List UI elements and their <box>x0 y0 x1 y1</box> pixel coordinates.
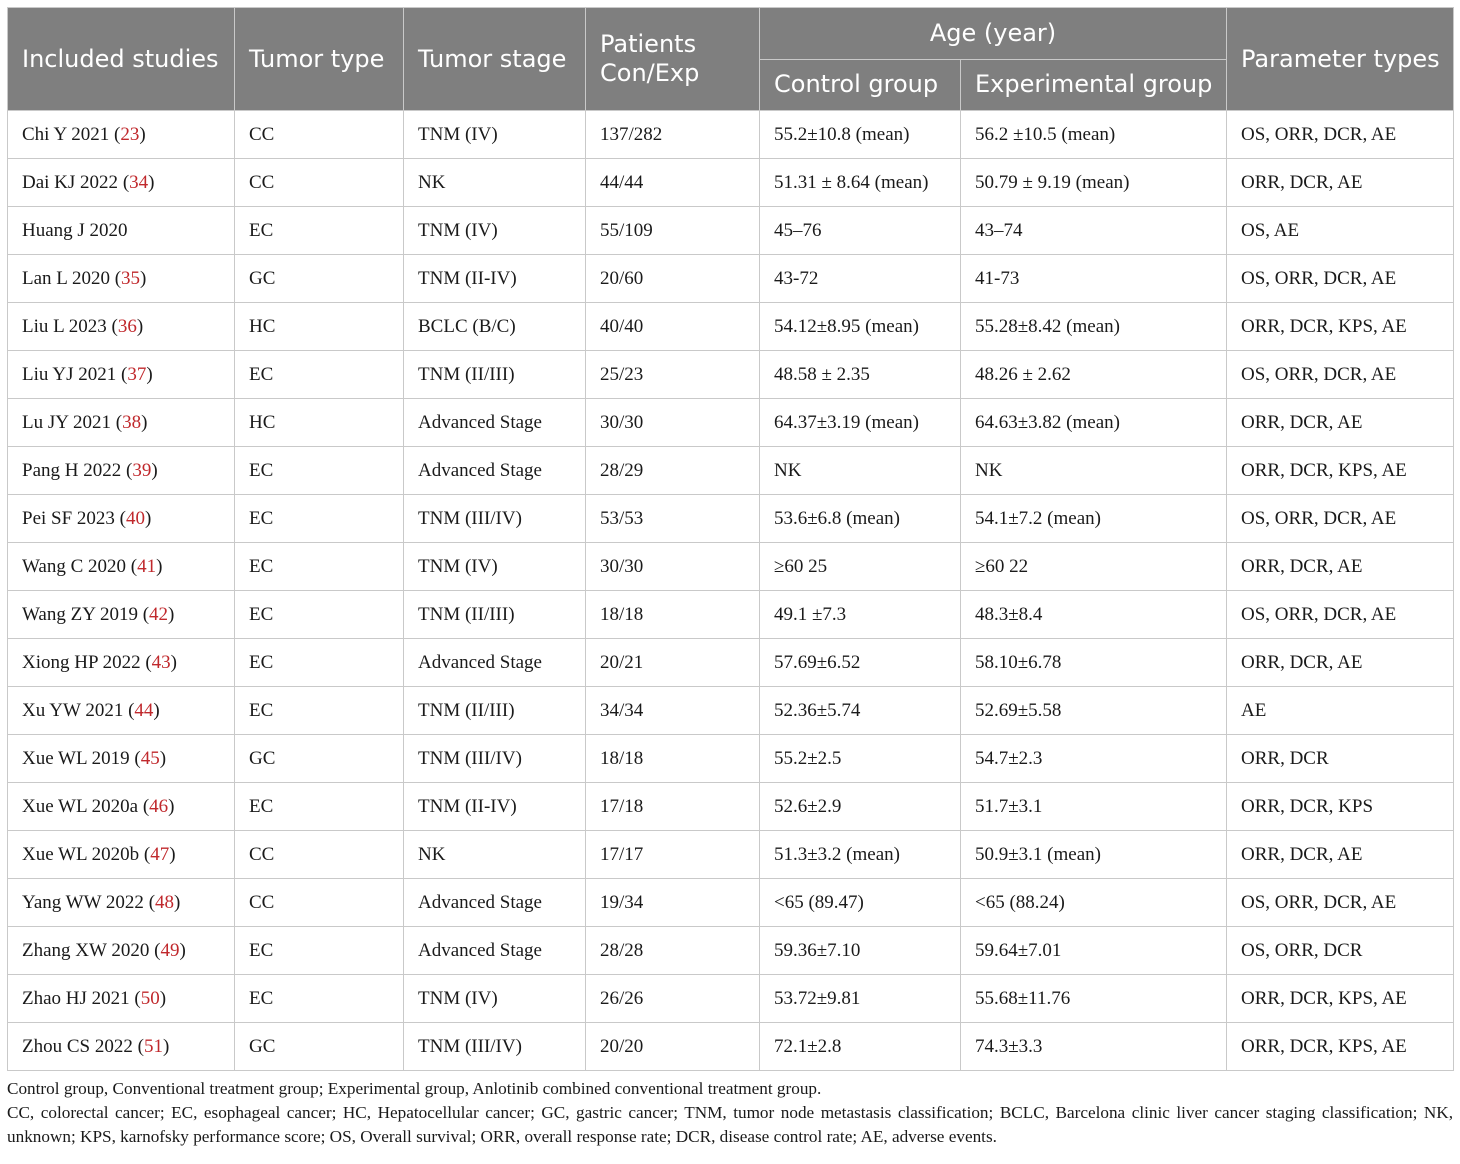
cell-study: Pei SF 2023 (40) <box>8 495 235 543</box>
cell-control-age: 52.36±5.74 <box>760 687 961 735</box>
study-name: Lan L 2020 <box>22 267 110 289</box>
header-experimental-group: Experimental group <box>961 59 1227 111</box>
cell-study <box>8 207 235 255</box>
table-row <box>8 735 1454 783</box>
table-row <box>8 639 1454 687</box>
table-row <box>8 447 1454 495</box>
reference-link[interactable]: 35 <box>121 267 141 289</box>
cell-experimental-age: 43–74 <box>961 207 1227 255</box>
cell-parameter-types: OS, ORR, DCR <box>1227 927 1454 975</box>
reference-link[interactable]: 49 <box>160 939 180 961</box>
cell-control-age: 45–76 <box>760 207 961 255</box>
cell-experimental-age: 50.9±3.1 (mean) <box>961 831 1227 879</box>
cell-study: Xue WL 2020a (46) <box>8 783 235 831</box>
header-parameter-types: Parameter types <box>1227 8 1454 111</box>
table-row <box>8 543 1454 591</box>
cell-control-age: 55.2±2.5 <box>760 735 961 783</box>
cell-parameter-types: ORR, DCR, AE <box>1227 399 1454 447</box>
table-row <box>8 351 1454 399</box>
cell-tumor-stage: Advanced Stage <box>404 879 586 927</box>
reference-link[interactable]: 42 <box>149 603 169 625</box>
cell-experimental-age: 41-73 <box>961 255 1227 303</box>
study-name: Lu JY 2021 <box>22 411 112 433</box>
cell-experimental-age: 64.63±3.82 (mean) <box>961 399 1227 447</box>
header-patients: Patients Con/Exp <box>586 8 760 111</box>
table-row <box>8 495 1454 543</box>
cell-tumor-stage: TNM (IV) <box>404 975 586 1023</box>
header-tumor-stage: Tumor stage <box>404 8 586 111</box>
study-name: Wang ZY 2019 <box>22 603 138 625</box>
reference-link[interactable]: 40 <box>126 507 145 529</box>
cell-experimental-age: 50.79 ± 9.19 (mean) <box>961 159 1227 207</box>
cell-tumor-type: EC <box>235 687 404 735</box>
cell-tumor-stage: Advanced Stage <box>404 447 586 495</box>
reference-link[interactable]: 38 <box>122 411 142 433</box>
cell-parameter-types: OS, AE <box>1227 207 1454 255</box>
reference-link[interactable]: 36 <box>117 315 137 337</box>
header-tumor-type: Tumor type <box>235 8 404 111</box>
cell-tumor-stage: TNM (III/IV) <box>404 495 586 543</box>
cell-study: Xu YW 2021 (44) <box>8 687 235 735</box>
cell-control-age: ≥60 25 <box>760 543 961 591</box>
cell-tumor-type: HC <box>235 399 404 447</box>
reference-link[interactable]: 39 <box>132 459 152 481</box>
cell-study: Zhang XW 2020 (49) <box>8 927 235 975</box>
cell-parameter-types: ORR, DCR, AE <box>1227 543 1454 591</box>
cell-tumor-stage: TNM (III/IV) <box>404 1023 586 1071</box>
cell-tumor-stage: NK <box>404 831 586 879</box>
cell-tumor-type: EC <box>235 639 404 687</box>
reference-link[interactable]: 44 <box>134 699 154 721</box>
reference-link[interactable]: 46 <box>149 795 169 817</box>
study-name: Pang H 2022 <box>22 459 122 481</box>
cell-parameter-types: OS, ORR, DCR, AE <box>1227 591 1454 639</box>
cell-study: Xue WL 2019 (45) <box>8 735 235 783</box>
table-row <box>8 927 1454 975</box>
cell-control-age: 57.69±6.52 <box>760 639 961 687</box>
cell-patients: 137/282 <box>586 111 760 159</box>
cell-parameter-types: ORR, DCR, KPS, AE <box>1227 447 1454 495</box>
cell-experimental-age: ≥60 22 <box>961 543 1227 591</box>
cell-patients: 18/18 <box>586 591 760 639</box>
table-row <box>8 783 1454 831</box>
reference-link[interactable]: 41 <box>137 555 157 577</box>
table-row <box>8 975 1454 1023</box>
cell-experimental-age: 74.3±3.3 <box>961 1023 1227 1071</box>
table-row <box>8 1023 1454 1071</box>
table-row <box>8 159 1454 207</box>
cell-tumor-type: EC <box>235 783 404 831</box>
study-name: Wang C 2020 <box>22 555 127 577</box>
cell-control-age: 54.12±8.95 (mean) <box>760 303 961 351</box>
cell-tumor-stage: TNM (II/III) <box>404 591 586 639</box>
cell-experimental-age: 52.69±5.58 <box>961 687 1227 735</box>
cell-patients: 26/26 <box>586 975 760 1023</box>
cell-experimental-age: NK <box>961 447 1227 495</box>
cell-study: Lan L 2020 (35) <box>8 255 235 303</box>
cell-patients: 17/18 <box>586 783 760 831</box>
cell-patients: 28/29 <box>586 447 760 495</box>
table-row <box>8 207 1454 255</box>
header-age: Age (year) <box>760 8 1227 60</box>
study-name: Xu YW 2021 <box>22 699 124 721</box>
reference-link[interactable]: 51 <box>143 1035 163 1057</box>
cell-tumor-type: CC <box>235 879 404 927</box>
cell-patients: 55/109 <box>586 207 760 255</box>
cell-study: Pang H 2022 (39) <box>8 447 235 495</box>
cell-tumor-type: EC <box>235 351 404 399</box>
footnote-abbreviations: CC, colorectal cancer; EC, esophageal cancer; HC, Hepatocellular cancer; GC, gastric cancer; TNM, tumor node metastasis classification; BCLC, Barcelona clinic liver cancer staging classification; NK, unknown; KPS, karnofsky performance score; OS, Overall survival; ORR, overall response rate; DCR, disease control rate; AE, adverse events. <box>7 1103 1453 1146</box>
cell-study: Xue WL 2020b (47) <box>8 831 235 879</box>
cell-experimental-age: 48.26 ± 2.62 <box>961 351 1227 399</box>
cell-patients: 53/53 <box>586 495 760 543</box>
cell-parameter-types: OS, ORR, DCR, AE <box>1227 879 1454 927</box>
study-name: Xue WL 2019 <box>22 747 130 769</box>
cell-experimental-age: 48.3±8.4 <box>961 591 1227 639</box>
study-name: Xiong HP 2022 <box>22 651 141 673</box>
cell-control-age: 53.6±6.8 (mean) <box>760 495 961 543</box>
cell-experimental-age: 54.7±2.3 <box>961 735 1227 783</box>
cell-tumor-type: HC <box>235 303 404 351</box>
header-control-group: Control group <box>760 59 961 111</box>
cell-tumor-stage: TNM (II/III) <box>404 351 586 399</box>
reference-link[interactable]: 45 <box>140 747 160 769</box>
cell-study: Zhao HJ 2021 (50) <box>8 975 235 1023</box>
table-row <box>8 399 1454 447</box>
cell-experimental-age: 58.10±6.78 <box>961 639 1227 687</box>
cell-control-age: 59.36±7.10 <box>760 927 961 975</box>
cell-parameter-types: OS, ORR, DCR, AE <box>1227 255 1454 303</box>
cell-tumor-stage: Advanced Stage <box>404 639 586 687</box>
cell-control-age: 52.6±2.9 <box>760 783 961 831</box>
cell-tumor-stage: TNM (III/IV) <box>404 735 586 783</box>
cell-patients: 20/20 <box>586 1023 760 1071</box>
cell-patients: 44/44 <box>586 159 760 207</box>
cell-study: Xiong HP 2022 (43) <box>8 639 235 687</box>
table-container <box>7 7 1453 1149</box>
cell-experimental-age: 56.2 ±10.5 (mean) <box>961 111 1227 159</box>
cell-control-age: 51.31 ± 8.64 (mean) <box>760 159 961 207</box>
cell-tumor-type: CC <box>235 159 404 207</box>
cell-parameter-types: OS, ORR, DCR, AE <box>1227 495 1454 543</box>
cell-tumor-stage: TNM (II-IV) <box>404 783 586 831</box>
cell-experimental-age: 55.28±8.42 (mean) <box>961 303 1227 351</box>
table-row <box>8 687 1454 735</box>
table-row <box>8 111 1454 159</box>
cell-parameter-types: AE <box>1227 687 1454 735</box>
cell-control-age: <65 (89.47) <box>760 879 961 927</box>
cell-tumor-stage: TNM (IV) <box>404 543 586 591</box>
cell-parameter-types: ORR, DCR, KPS, AE <box>1227 1023 1454 1071</box>
table-row <box>8 879 1454 927</box>
cell-control-age: 48.58 ± 2.35 <box>760 351 961 399</box>
cell-study: Yang WW 2022 (48) <box>8 879 235 927</box>
cell-tumor-type: EC <box>235 591 404 639</box>
table-row <box>8 303 1454 351</box>
study-name: Dai KJ 2022 <box>22 171 119 193</box>
cell-control-age: 51.3±3.2 (mean) <box>760 831 961 879</box>
cell-control-age: 64.37±3.19 (mean) <box>760 399 961 447</box>
cell-study: Lu JY 2021 (38) <box>8 399 235 447</box>
study-name: Liu L 2023 <box>22 315 107 337</box>
cell-tumor-type: GC <box>235 1023 404 1071</box>
cell-patients: 28/28 <box>586 927 760 975</box>
cell-patients: 30/30 <box>586 399 760 447</box>
cell-tumor-type: EC <box>235 447 404 495</box>
reference-link[interactable]: 48 <box>155 891 175 913</box>
cell-parameter-types: ORR, DCR, AE <box>1227 831 1454 879</box>
cell-patients: 30/30 <box>586 543 760 591</box>
cell-tumor-type: EC <box>235 543 404 591</box>
cell-experimental-age: <65 (88.24) <box>961 879 1227 927</box>
table-row <box>8 591 1454 639</box>
cell-control-age: 72.1±2.8 <box>760 1023 961 1071</box>
cell-tumor-stage: TNM (IV) <box>404 207 586 255</box>
cell-experimental-age: 55.68±11.76 <box>961 975 1227 1023</box>
reference-link[interactable]: 34 <box>129 171 149 193</box>
studies-table <box>7 7 1454 1071</box>
cell-tumor-stage: Advanced Stage <box>404 927 586 975</box>
cell-tumor-type: CC <box>235 111 404 159</box>
cell-tumor-type: EC <box>235 495 404 543</box>
cell-experimental-age: 51.7±3.1 <box>961 783 1227 831</box>
study-name: Zhang XW 2020 <box>22 939 150 961</box>
cell-tumor-type: EC <box>235 207 404 255</box>
cell-parameter-types: ORR, DCR <box>1227 735 1454 783</box>
cell-patients: 34/34 <box>586 687 760 735</box>
study-name: Zhou CS 2022 <box>22 1035 133 1057</box>
table-row <box>8 255 1454 303</box>
cell-tumor-type: GC <box>235 735 404 783</box>
study-name: Chi Y 2021 <box>22 123 110 145</box>
cell-study: Dai KJ 2022 (34) <box>8 159 235 207</box>
cell-tumor-stage: TNM (II/III) <box>404 687 586 735</box>
cell-parameter-types: OS, ORR, DCR, AE <box>1227 351 1454 399</box>
cell-control-age: 53.72±9.81 <box>760 975 961 1023</box>
cell-study: Liu YJ 2021 (37) <box>8 351 235 399</box>
cell-patients: 20/21 <box>586 639 760 687</box>
cell-parameter-types: ORR, DCR, AE <box>1227 159 1454 207</box>
cell-patients: 18/18 <box>586 735 760 783</box>
table-row <box>8 831 1454 879</box>
cell-parameter-types: OS, ORR, DCR, AE <box>1227 111 1454 159</box>
reference-link[interactable]: 47 <box>150 843 170 865</box>
study-name: Huang J 2020 <box>22 219 128 241</box>
cell-control-age: 49.1 ±7.3 <box>760 591 961 639</box>
cell-parameter-types: ORR, DCR, AE <box>1227 639 1454 687</box>
cell-study: Liu L 2023 (36) <box>8 303 235 351</box>
table-header <box>8 8 1454 111</box>
study-name: Yang WW 2022 <box>22 891 144 913</box>
cell-experimental-age: 54.1±7.2 (mean) <box>961 495 1227 543</box>
cell-experimental-age: 59.64±7.01 <box>961 927 1227 975</box>
table-body <box>8 111 1454 1071</box>
cell-tumor-stage: TNM (II-IV) <box>404 255 586 303</box>
cell-parameter-types: ORR, DCR, KPS <box>1227 783 1454 831</box>
cell-patients: 17/17 <box>586 831 760 879</box>
study-name: Liu YJ 2021 <box>22 363 117 385</box>
reference-link[interactable]: 43 <box>151 651 171 673</box>
study-name: Xue WL 2020a <box>22 795 139 817</box>
cell-study: Zhou CS 2022 (51) <box>8 1023 235 1071</box>
cell-parameter-types: ORR, DCR, KPS, AE <box>1227 303 1454 351</box>
cell-tumor-stage: BCLC (B/C) <box>404 303 586 351</box>
cell-tumor-type: EC <box>235 927 404 975</box>
cell-control-age: 43-72 <box>760 255 961 303</box>
cell-control-age: NK <box>760 447 961 495</box>
cell-patients: 19/34 <box>586 879 760 927</box>
cell-control-age: 55.2±10.8 (mean) <box>760 111 961 159</box>
cell-patients: 25/23 <box>586 351 760 399</box>
cell-tumor-stage: Advanced Stage <box>404 399 586 447</box>
cell-tumor-stage: NK <box>404 159 586 207</box>
reference-link[interactable]: 50 <box>140 987 160 1009</box>
study-name: Xue WL 2020b <box>22 843 140 865</box>
cell-study: Wang C 2020 (41) <box>8 543 235 591</box>
cell-parameter-types: ORR, DCR, KPS, AE <box>1227 975 1454 1023</box>
study-name: Pei SF 2023 <box>22 507 115 529</box>
cell-study: Wang ZY 2019 (42) <box>8 591 235 639</box>
cell-patients: 40/40 <box>586 303 760 351</box>
study-name: Zhao HJ 2021 <box>22 987 130 1009</box>
footnote-groups: Control group, Conventional treatment group; Experimental group, Anlotinib combined conventional treatment group. <box>7 1079 822 1098</box>
cell-tumor-type: GC <box>235 255 404 303</box>
cell-study: Chi Y 2021 (23) <box>8 111 235 159</box>
reference-link[interactable]: 37 <box>127 363 147 385</box>
cell-tumor-stage: TNM (IV) <box>404 111 586 159</box>
reference-link[interactable]: 23 <box>120 123 140 145</box>
cell-tumor-type: EC <box>235 975 404 1023</box>
cell-patients: 20/60 <box>586 255 760 303</box>
cell-tumor-type: CC <box>235 831 404 879</box>
header-included-studies: Included studies <box>8 8 235 111</box>
